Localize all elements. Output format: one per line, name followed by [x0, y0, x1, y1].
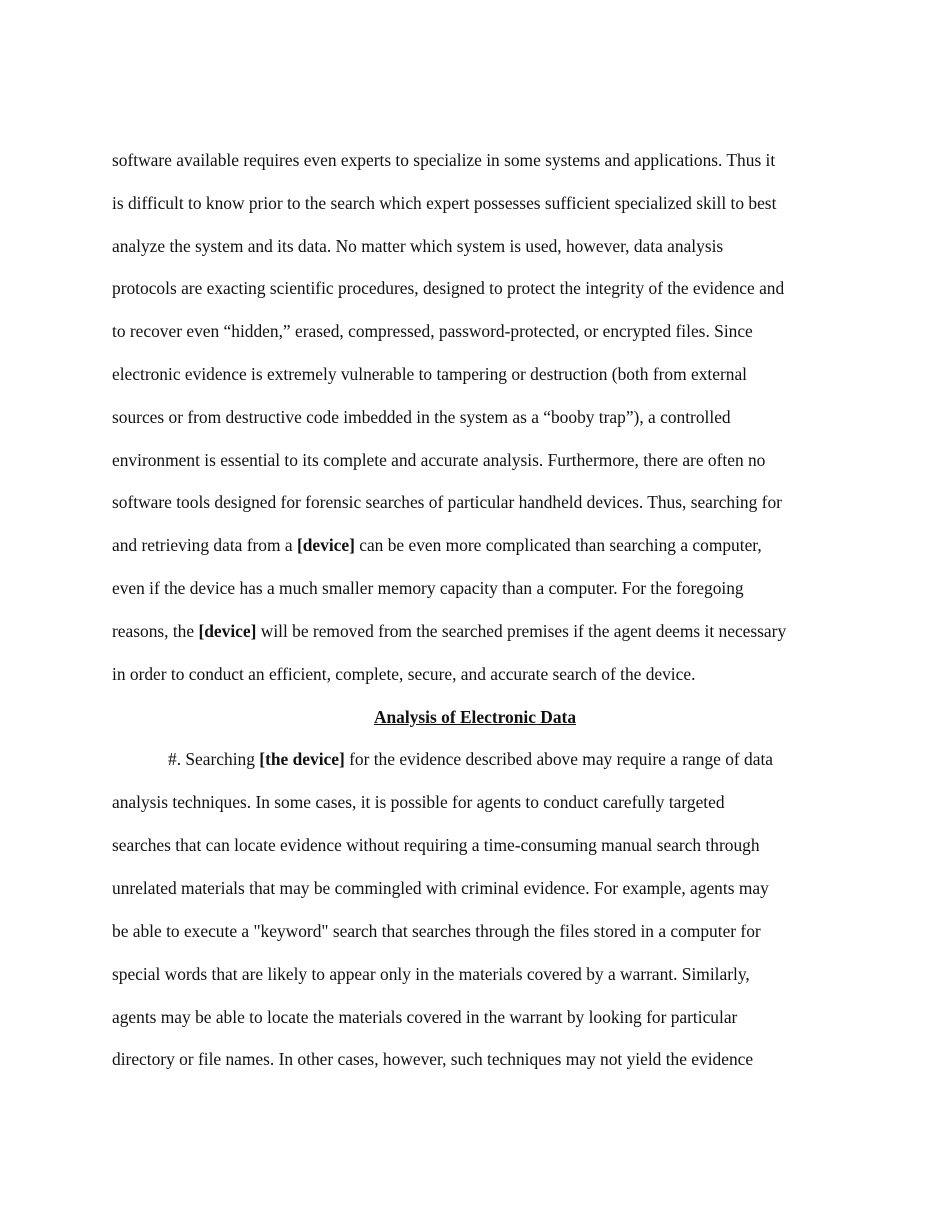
- line-segment: can be even more complicated than searching a computer,: [354, 535, 762, 555]
- line-segment: protocols are exacting scientific procedures, designed to protect the integrity of the evidence and: [112, 278, 785, 298]
- line-segment: analyze the system and its data. No matter which system is used, however, data analysis: [112, 236, 724, 256]
- line-segment: agents may be able to locate the materials covered in the warrant by looking for particular: [112, 1007, 738, 1027]
- paragraph-1-line-1: [112, 149, 775, 171]
- line-segment: will be removed from the searched premises if the agent deems it necessary: [256, 621, 787, 641]
- line-segment: directory or file names. In other cases, however, such techniques may not yield the evidence: [112, 1049, 754, 1069]
- paragraph-1-line-10: [112, 534, 762, 556]
- paragraph-1-line-12: [112, 620, 786, 642]
- paragraph-1-line-11: [112, 577, 744, 599]
- paragraph-1-line-8: [112, 449, 765, 471]
- placeholder-device: [device]: [198, 621, 257, 641]
- paragraph-1-line-9: [112, 491, 782, 513]
- line-segment: for the evidence described above may require a range of data: [344, 749, 774, 769]
- line-segment: is difficult to know prior to the search which expert possesses sufficient specialized skill to best: [112, 193, 777, 213]
- paragraph-1-line-4: [112, 277, 784, 299]
- line-segment: environment is essential to its complete and accurate analysis. Furthermore, there are often no: [112, 450, 766, 470]
- line-segment: software available requires even experts to specialize in some systems and applications. Thus it: [112, 150, 776, 170]
- line-segment: sources or from destructive code imbedded in the system as a “booby trap”), a controlled: [112, 407, 731, 427]
- line-segment: unrelated materials that may be commingled with criminal evidence. For example, agents may: [112, 878, 769, 898]
- paragraph-1-line-3: [112, 235, 723, 257]
- line-segment: special words that are likely to appear only in the materials covered by a warrant. Similarly,: [112, 964, 750, 984]
- paragraph-2-line-8: [112, 1048, 753, 1070]
- line-segment: reasons, the: [112, 621, 199, 641]
- line-segment: be able to execute a "keyword" search that searches through the files stored in a computer for: [112, 921, 761, 941]
- paragraph-2-line-7: [112, 1006, 737, 1028]
- paragraph-1-line-2: [112, 192, 776, 214]
- paragraph-1-line-6: [112, 363, 747, 385]
- line-segment: to recover even “hidden,” erased, compressed, password-protected, or encrypted files. Since: [112, 321, 753, 341]
- paragraph-2-line-1: [168, 748, 773, 770]
- paragraph-1-line-7: [112, 406, 731, 428]
- paragraph-2-line-2: [112, 791, 725, 813]
- paragraph-2-line-3: [112, 834, 760, 856]
- line-segment: even if the device has a much smaller memory capacity than a computer. For the foregoing: [112, 578, 744, 598]
- line-segment: and retrieving data from a: [112, 535, 297, 555]
- placeholder-the-device: [the device]: [259, 749, 345, 769]
- line-segment: analysis techniques. In some cases, it is possible for agents to conduct carefully targeted: [112, 792, 725, 812]
- line-segment: #. Searching: [168, 749, 260, 769]
- line-segment: software tools designed for forensic searches of particular handheld devices. Thus, searching for: [112, 492, 782, 512]
- paragraph-2-line-6: [112, 963, 750, 985]
- paragraph-1-line-13: [112, 663, 695, 685]
- section-heading: Analysis of Electronic Data: [373, 707, 577, 727]
- placeholder-device: [device]: [296, 535, 355, 555]
- line-segment: searches that can locate evidence without requiring a time-consuming manual search through: [112, 835, 760, 855]
- line-segment: in order to conduct an efficient, complete, secure, and accurate search of the device.: [112, 664, 696, 684]
- paragraph-1-line-5: [112, 320, 753, 342]
- paragraph-2-line-4: [112, 877, 769, 899]
- paragraph-2-line-5: [112, 920, 761, 942]
- line-segment: electronic evidence is extremely vulnerable to tampering or destruction (both from external: [112, 364, 747, 384]
